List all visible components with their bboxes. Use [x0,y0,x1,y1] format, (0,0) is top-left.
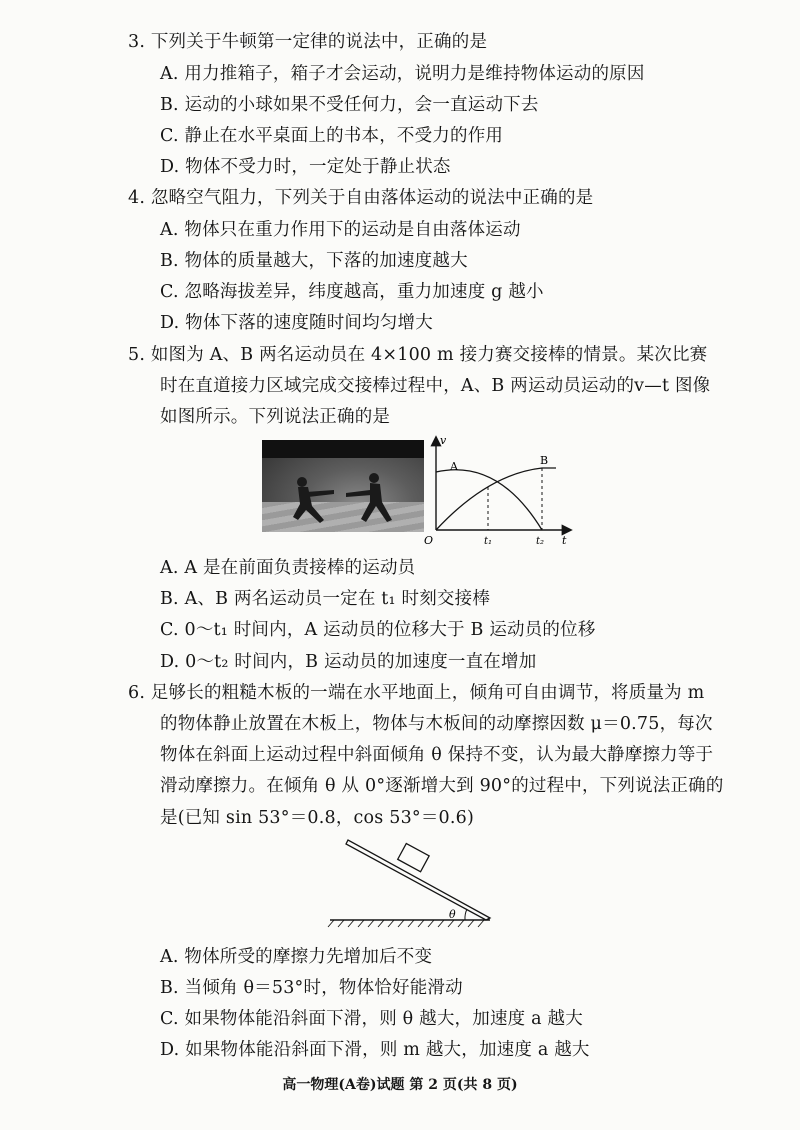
question-3-option-b[interactable]: B. 运动的小球如果不受任何力，会一直运动下去 [160,95,539,115]
question-6-stem-line-4: 滑动摩擦力。在倾角 θ 从 0°逐渐增大到 90°的过程中，下列说法正确的 [160,776,724,796]
curve-a [436,470,542,530]
question-6-option-d[interactable]: D. 如果物体能沿斜面下滑，则 m 越大，加速度 a 越大 [160,1040,590,1060]
question-5-stem-line-1: 5. 如图为 A、B 两名运动员在 4×100 m 接力赛交接棒的情景。某次比赛 [128,345,708,365]
v-t-graph [418,432,578,550]
question-5-stem-line-3: 如图所示。下列说法正确的是 [160,407,391,427]
t-axis-label: t [562,534,567,547]
question-6-stem-line-5: 是(已知 sin 53°＝0.8，cos 53°＝0.6) [160,808,475,828]
ground-hatching [328,920,484,927]
page-footer: 高一物理(A卷)试题 第 2 页(共 8 页) [282,1077,518,1093]
question-3-option-d[interactable]: D. 物体不受力时，一定处于静止状态 [160,157,451,177]
question-4-option-d[interactable]: D. 物体下落的速度随时间均匀增大 [160,313,433,333]
question-6-option-c[interactable]: C. 如果物体能沿斜面下滑，则 θ 越大，加速度 a 越大 [160,1009,583,1029]
question-6-option-a[interactable]: A. 物体所受的摩擦力先增加后不变 [160,947,433,967]
question-4-option-a[interactable]: A. 物体只在重力作用下的运动是自由落体运动 [160,220,521,240]
question-5-option-a[interactable]: A. A 是在前面负责接棒的运动员 [160,558,416,578]
t1-tick-label: t₁ [484,536,493,547]
question-3-stem: 3. 下列关于牛顿第一定律的说法中，正确的是 [128,32,488,52]
relay-race-photo [262,440,424,532]
question-5-option-d[interactable]: D. 0～t₂ 时间内，B 运动员的加速度一直在增加 [160,652,537,672]
t2-tick-label: t₂ [536,536,545,547]
angle-label: θ [449,908,456,921]
question-3-option-a[interactable]: A. 用力推箱子，箱子才会运动，说明力是维持物体运动的原因 [160,64,645,84]
question-4-stem: 4. 忽略空气阻力，下列关于自由落体运动的说法中正确的是 [128,188,594,208]
question-5-stem-line-2: 时在直道接力区域完成交接棒过程中，A、B 两运动员运动的v—t 图像 [160,376,711,396]
runners-silhouette [262,440,424,532]
question-5-option-c[interactable]: C. 0～t₁ 时间内，A 运动员的位移大于 B 运动员的位移 [160,620,596,640]
origin-label: O [424,534,434,547]
incline-diagram [320,836,500,932]
question-6-stem-line-3: 物体在斜面上运动过程中斜面倾角 θ 保持不变，认为最大静摩擦力等于 [160,745,714,765]
curve-b-label: B [540,454,549,467]
curve-a-label: A [450,460,458,473]
question-6-stem-line-1: 6. 足够长的粗糙木板的一端在水平地面上，倾角可自由调节，将质量为 m [128,683,705,703]
question-5-option-b[interactable]: B. A、B 两名运动员一定在 t₁ 时刻交接棒 [160,589,491,609]
question-6-option-b[interactable]: B. 当倾角 θ＝53°时，物体恰好能滑动 [160,978,463,998]
question-4-option-c[interactable]: C. 忽略海拔差异，纬度越高，重力加速度 g 越小 [160,282,544,302]
curve-b [436,468,556,530]
question-6-stem-line-2: 的物体静止放置在木板上，物体与木板间的动摩擦因数 μ＝0.75，每次 [160,714,713,734]
question-3-option-c[interactable]: C. 静止在水平桌面上的书本，不受力的作用 [160,126,504,146]
angle-arc [465,909,467,920]
question-4-option-b[interactable]: B. 物体的质量越大，下落的加速度越大 [160,251,468,271]
v-axis-label: v [440,434,447,447]
block [398,844,429,872]
